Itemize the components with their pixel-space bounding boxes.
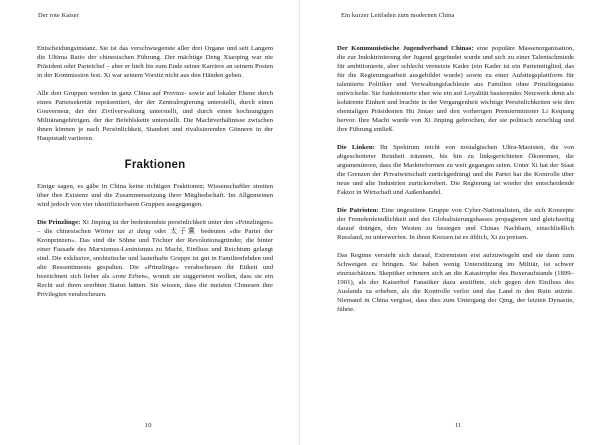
running-head-right: Ein kurzer Leitfaden zum modernen China [341, 12, 455, 19]
paragraph-text: Ihr Spektrum reicht von nostalgischen Ultra-Maoisten, die von abgeschotteter Reinheit träumen, bis hin zu linksgerichteten Ökonomen, die argumentieren, dass die Marktreformen zu weit gegangen seien. Unter Xi hat der Staat die Grenzen der Privatwirtschaft zurückgedrängt und die Partei hat die Kontrolle über neue und alte Industrien zurückerobert. Die Regierung ist wieder der entscheidende Faktor in Wirtschaft und Außenhandel. [337, 144, 574, 196]
paragraph-lead: Der Kommunistische Jugendverband Chinas: [337, 45, 474, 52]
paragraph-text: Xi Jinping ist der bedeutendste persönlichkeit unter den »Prinzlingen« – die chinesischen Wörter [37, 219, 273, 235]
paragraph: Einige sagen, es gäbe in China keine richtigen Fraktionen; Wissenschaftler streiten über ihre Existenz und die Zusammensetzung ihrer Mitgliedschaft. Im Allgemeinen wird jedoch von vier identifizierbaren Gruppen ausgegangen. [37, 183, 273, 208]
paragraph-text: oder 太子黨 bedeuten »die Partei der Kronprinzen«. Das sind die Söhne und Töchter der Revolutionsgründer, die hinter einer Fassade des Marxismus-Leninismus zu Macht, Einfluss und Reichtum gelangt sind. Die exklusive, snobistische und lasterhafte Gruppe ist gut in Familienfehden und alte Ressentiments gespalten. Die »Prinzlinge« verabscheuen ihr Etikett und bezeichnen sich lieber als »rote Erben«, womit sie suggerieren wollen, dass sie ein Recht auf ihren ererbten Status hätten. Sie wissen, dass die meisten Chinesen ihre Privilegien verabscheuen. [37, 228, 273, 298]
italic-term: tai zi dang [117, 228, 151, 235]
paragraph-youth-league [337, 44, 574, 134]
paragraph-text: eine populäre Massenorganisation, die zur Indoktrinierung der Jugend gegründet wurde und sich zu einer Talentschmiede für ambitionierte, aber schlecht vernetzte Kader (ein Kader ist ein Parteimitglied, das für die Regierungsarbeit ausgebildet wurde) sowie zu einer Aufstiegsplattform für talentierte Politiker und Verwaltungsfachleute aus Familien ohne Prinzlingstatus entwickelte. Sie funktionierte eher wie ein auf Loyalität basierendes Netzwerk denn als kohärente Einheit und brachte in der Vergangenheit wichtige Persönlichkeiten wie den ehemaligen Präsidenten Hu Jintao und den vorherigen Premierminister Li Keqiang hervor. Ihre Macht wurde von Xi Jinping gebrochen, der sie politisch zerschlug und ihre Führung entließ. [337, 45, 574, 133]
paragraph-lead: Die Patrioten: [337, 207, 379, 214]
paragraph-lead: Die Linken: [337, 144, 375, 151]
running-head-left: Der rote Kaiser [38, 12, 79, 19]
paragraph: Entscheidungsinstanz. Sie ist das verschwiegenste aller drei Organe und seit Langem die Ultima Ratio der chinesischen Führung. Der mächtige Deng Xiaoping war nie Präsident oder Parteichef – aber er hielt bis zum Ende seiner Karriere an seinem Posten in der Kommission fest. Xi war seinem Vorsitz nicht aus den Händen geben. [37, 45, 273, 79]
left-page-body [37, 44, 273, 299]
paragraph-leftists [337, 143, 574, 197]
paragraph-patriots [337, 206, 574, 242]
section-heading: Fraktionen [124, 159, 186, 171]
paragraph: Das Regime versteht sich darauf, Extremisten erst aufzuwiegeln und sie dann zum Schweigen zu bringen. Sie haben wenig Unterstützung im Militär, ist schwer einzuschätzen. Skeptiker erinnern sich an die Katastrophe des Boxeraufstands (1899–1901), als der Kaiserhof Fanatiker dazu anstiftete, sich gegen den Einfluss des Auslands zu erheben, als die Kontrolle verlor und das Land in den Ruin stürzte. Niemand in China vergisst, dass dies zum Untergang der Qing, der letzten Dynastie, führte. [337, 252, 574, 313]
paragraph-princelings [37, 218, 273, 299]
paragraph-lead: Die Prinzlinge: [37, 219, 81, 226]
paragraph: Alle drei Gruppen werden in ganz China auf Provinz- sowie auf lokaler Ebene durch einen Parteisekretär repräsentiert, der der Zentralregierung unterstellt, durch einen Gouverneur, der der Zivilverwaltung unterstellt, und durch einen hochrangigen Militärangehörigen, der der Befehlskette unterstellt. Die Machtverhältnisse zwischen ihnen können je nach Persönlichkeit, Standort und rivalisierenden Gönnern in der Hauptstadt variieren. [37, 90, 273, 142]
paragraph-text: Eine ungestüme Gruppe von Cyber-Nationalisten, die sich Konzepte der Fremdenfeindlichkeit und des Globalisierungshasses propagieren und gleichzeitig darauf drängen, den Westen zu besiegen und Chinas Nachbarn, einschließlich Russland, zu unterwerfen. In ihren Kreisen ist es üblich, Xi zu preisen. [337, 207, 574, 241]
page-number-left: 10 [145, 422, 152, 429]
right-page-body [337, 44, 574, 314]
page-number-right: 11 [455, 422, 462, 429]
right-page [300, 0, 600, 445]
